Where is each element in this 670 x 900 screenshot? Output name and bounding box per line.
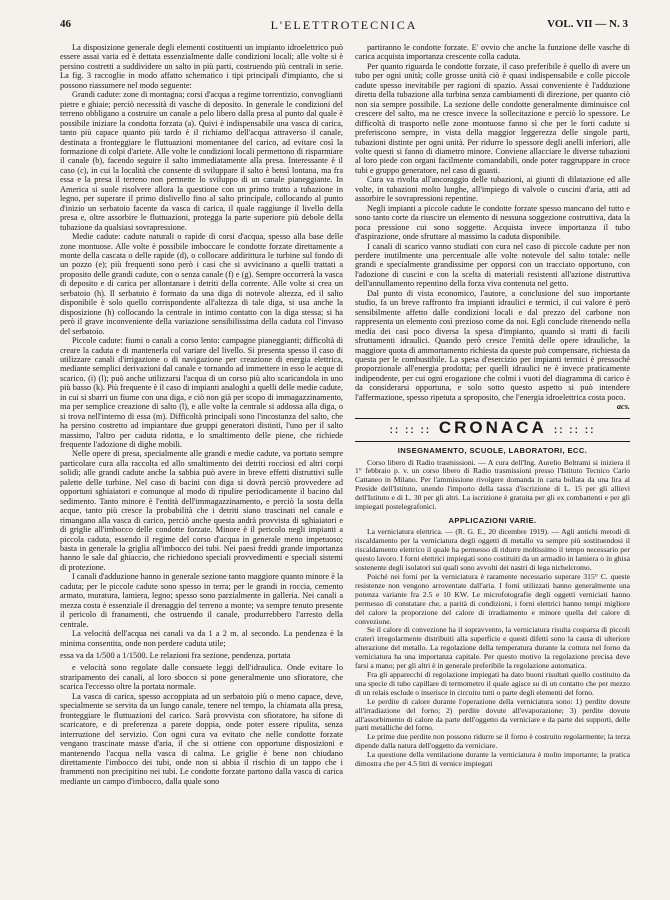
news-section [355,446,630,769]
author-signature: acs. [616,402,630,412]
volume-number: VOL. VII — N. 3 [547,18,628,30]
paragraph: I canali di scarico vanno studiati con cura nel caso di piccole cadute per non perdere inutilmente una percentuale alle volte notevole del salto totale: nelle grandi e specialmente grandissime per opporsi con un tracciato opportuno, con l'adozione di cuscini e con la scelta di materiali resistenti all'azione distruttiva dell'annullamento repentino della forza viva contenuta nel getto. [355,241,630,289]
paragraph: La disposizione generale degli elementi costituenti un impianto idroelettrico può essere assai varia ed è dettata essenzialmente dalle condizioni locali; alle volte si è persino costretti a suddividere un salto in più parti, costruendo più centrali in serie. La fig. 3 raccoglie in modo affatto schematico i tipi principali d'impianto, che si possono riassumere nel modo seguente: [60,43,343,90]
paragraph: Se il calore di convezione ha il sopravvento, la verniciatura risulta cosparsa di piccoli crateri irregolarmente distribuiti alla superficie e questi difetti sono la causa di ulteriore alterazione del metallo. La regolazione della temperatura durante la cottura nel forno da verniciatura ha una importanza capitale. Per questo motivo la regolazione precisa deve farsi a mano; per gli altri è in generale preferibile la regolazione automatica. [355,625,630,671]
decoration-left: :: :: :: [389,424,432,436]
paragraph: Per quanto riguarda le condotte forzate, il caso preferibile è quello di avere un tubo per ogni unità; colle grosse unità ciò è quasi indispensabile e colle piccole cadute spesso inevitabile per ragioni di spazio. Assai conveniente è l'adduzione diretta della tubazione alla turbina senza cambiamenti di direzione, per quanto ciò non sia sempre possibile. La sezione delle condotte generalmente diminuisce col crescere del salto, ma ne cresce invece la sollecitazione e perciò lo spessore. Le difficoltà di trasporto nelle zone montuose fanno sì che per le forti cadute si preferiscono sempre, in vista della maggior leggerezza delle singole parti, tubazioni distinte per ogni unità. Per ridurre lo spessore degli anelli inferiori, alle volte questi si fanno di diametro minore. Conviene allacciare le diverse tubazioni al loro piede con organi facilmente comandabili, onde poter raggruppare in croce tubi e gruppo generatore, nel caso di guasti. [355,61,630,175]
paragraph: Cura va rivolta all'ancoraggio delle tubazioni, ai giunti di dilatazione ed alle volte, in tubazioni molto lunghe, all'impiego di valvole o cuscini d'aria, atti ad assorbire le sovrapressioni repentine. [355,175,630,204]
paragraph: Medie cadute: cadute naturali o rapide di corsi d'acqua, spesso alla base delle zone montuose. Alle volte è possibile imboccare le condotte forzate direttamente a monte della cascata o delle rapide (d), o collocare addirittura le turbine sul fondo di un pozzo (e); più frequenti sono però i casi che si avvicinano a quelli trattati a proposito delle grandi cadute, con o senza canale (f) e (g). Sempre occorrerà la vasca di deposito e di carica per allontanare i detriti della corrente. Alle volte si crea un serbatoio (h). Il serbatoio è formato da una diga di notevole altezza, ed il salto disponibile è solo quello corrispondente all'altezza di tale diga, si usa anche la disposizione (h) collocando la centrale in intimo contatto con la diga stessa; si ha però il grave inconveniente della variazione sensibilissima della caduta col l'invaso del serbatoio. [60,232,343,336]
paragraph: Dal punto di vista economico, l'autore, a conclusione del suo importante studio, fa un breve raffronto fra impianti idraulici e termici, il cui valore è però sensibilmente affetto dalle condizioni locali e dal prezzo del carbone non rappresenta un elemento così prezioso come da noi. Egli conclude ritenendo nella media dei casi poco diversa la spesa d'impianto, quando si tratti di facili sfruttamenti idraulici. Quando però cresce l'entità delle opere idrauliche, la maggiore quota di ammortamento richiesta da queste può compensare, richiesta da questa per le combustibile. La spesa d'esercizio per impianti termici è pressoché proporzionale all'energia prodotta; per quelli idraulici ne è invece praticamente indipendente, per cui ogni erogazione che colmi i vuoti del diagramma di carico è da considerarsi opportuna, e solo sotto questo aspetto si può intendere l'affermazione, spesso ripetuta a sproposito, che l'energia idroelettrica costa poco. [355,288,630,402]
page-header [60,18,628,34]
paragraph: Negli impianti a piccole cadute le condotte forzate spesso mancano del tutto e sono tanto corte da riuscire un elemento di nessuna soggezione costruttiva, data la poca pressione cui sono soggette. Acquista invece importanza il tubo d'aspirazione, onde sfruttare al massimo la caduta disponibile. [355,203,630,242]
paragraph: Piccole cadute: fiumi o canali a corso lento: campagne pianeggianti; difficoltà di creare la caduta e di mantenerla col variare del livello. Si presenta spesso il caso di utilizzare canali d'irrigazione o di navigazione per creazione di energia elettrica, mediante semplici derivazioni dal canale e tornando ad immettere in esso le acque di scarico. (i) (l); può anche utilizzarsi l'acqua di un corso più alto scaricandola in uno più basso (k). Più frequente è il caso di impianti analoghi a quelli delle medie cadute, in cui si sbarri un fiume con una diga, e ciò non già per scopo di immagazzinamento, ma per semplice creazione di salto (l), e alle volte la centrale si addossa alla diga, o si trova nell'interno di essa (m). Difficoltà principali sono l'incostanza del salto, che ha persino costretto ad impiantare due gruppi generatori distinti, l'uno per il salto massimo, l'altro per caduta ridotta, e lo smaltimento delle piene, che richiede frequente l'adozione di dighe mobili. [60,336,343,450]
section-divider [355,441,630,442]
page-number: 46 [60,18,71,30]
slope-formula: essa va da 1/500 a 1/1500. Le relazioni fra sezione, pendenza, portata [60,651,291,660]
paragraph: partiranno le condotte forzate. E' ovvio che anche la funzione delle vasche di carica acquista importanza crescente colla caduta. [355,43,630,62]
paragraph: Grandi cadute: zone di montagna; corsi d'acqua a regime torrentizio, convoglianti pietre e ghiaie; perciò necessità di vasche di deposito. In generale le condizioni del terreno obbligano a costruire un canale a pelo libero dalla presa al punto dal quale è possibile iniziare la condotta forzata (a). Quivi è indispensabile una vasca di carica, tanto più capace quanto più tardo è il richiamo dell'acqua attraverso il canale, destinata a fronteggiare le fluttuazioni momentanee del carico, ad evitare così la formazione di colpi d'ariete. Alle volte le condizioni locali permettono di risparmiare il canale (b), facendo seguire il salto immediatamente alla presa. Interessante è il caso (c), in cui la località che consente di sviluppare il salto è bensì lontana, ma fra essa e la presa il terreno non permette lo sviluppo di un canale pianeggiante. In America si suole risolvere allora la questione con un primo tratto a tubazione in legno, per superare il primo dislivello fino al salto principale, collocando al punto d'inizio un serbatoio facente da vasca di carica, il quale raggiunge il livello della presa e, oltre assorbire le fluttuazioni, protegga la parte superiore più debole della tubazione da qualsiasi sovrapressione. [60,90,343,232]
paragraph: Corso libero di Radio trasmissioni. — A cura dell'Ing. Aurelio Beltrami si iniziera il 1° febbraio p. v. un corso libero di Radio trasmissioni presso l'Istituto Tecnico Carlo Cattaneo in Milano. Per l'ammissione rivolgere domanda in carta bollata da una lira al Preside dell'Istituto, unendo l'importo della tassa d'iscrizione di L. 15 per gli allievi dell'Istituto e di L. 30 per gli altri. La iscrizione è gratuita per gli ex combattenti e per gli impiegati postelegrafonici. [355,457,630,512]
decoration-right: :: :: :: [553,424,596,436]
paragraph: La verniciatura elettrica. — (R. G. E., 20 dicembre 1919). — Agli antichi metodi di riscaldamento per la verniciatura degli oggetti di metallo va sempre più sostituendosi il riscaldamento elettrico il quale ha permesso di ridurre moltissimo il tempo necessario per questo lavoro. I forni elettrici impiegati sono costituiti da un armadio in lamiera o in ghisa sostenente degli isolatori sui quali sono avvolti dei nastri di lega nichelcromo. [355,527,630,573]
paragraph: Poiché nei forni per la verniciatura è raramente necessario superare 315° C. queste resistenze non vengono arroventate dall'aria. I forni utilizzati hanno generalmente una potenza variante fra 2.5 e 10 KW. Le microfotografie degli oggetti verniciati hanno permesso di constatare che, a parità di condizioni, i forni elettrici hanno tempi migliore del calore la proporzione del calore di irradiamento e minore quella del calore di convezione. [355,572,630,626]
paragraph: Le perdite di calore durante l'operazione della verniciatura sono: 1) perdite dovute all'irradiazione del forno; 2) perdite dovute all'evaporazione; 3) perdite dovute all'assorbimento di calore da parte dell'oggetto da verniciare e da parte dei supporti, delle parti metalliche del forno. [355,696,630,733]
paragraph: Le prime due perdite non possono ridurre se il forno è costruito regolarmente; la terza dipende dalla natura dell'oggetto da verniciare. [355,732,630,751]
paragraph: I canali d'adduzione hanno in generale sezione tanto maggiore quanto minore è la caduta; per le piccole cadute sono spesso in terra; per le grandi in roccia, cemento armato, muratura, lamiera, legno; spesso sono parzialmente in galleria. Nei canali a mezza costa è essenziale il drenaggio del terreno a monte; va sempre tenuto presente il pericolo di franamenti, che ostruendo il canale, produrrebbero l'arresto della centrale. [60,572,343,629]
section-heading: APPLICAZIONI VARIE. [448,516,537,526]
right-column [355,43,630,769]
paragraph: La questione della ventilazione durante la verniciatura è molto importante; la pratica dimostra che per 4.5 litri di vernice impiegati [355,750,630,769]
journal-title: L'ELETTROTECNICA [270,18,418,32]
paragraph: e velocità sono regolate dalle consuete leggi dell'idraulica. Onde evitare lo straripamento dei canali, al loro sbocco si pone generalmente uno sfioratore, che scarica l'eccesso oltre la portata normale. [60,663,343,692]
paragraph: La vasca di carica, spesso accoppiata ad un serbatoio più o meno capace, deve, specialmente se servita da un lungo canale, tenere nel tempo, la chiamata alla presa, fronteggiare le fluttuazioni del carico. Sarà provvista con sfioratore, ha sifone di scaricatore, e di preferenza a parete doppia, onde poter essere ripulita, senza interruzione del servizio. Con ogni cura va evitato che nelle condotte forzate vengano trascinate masse d'aria, il che si ottiene con opportune disposizioni e mantenendo l'acqua nella vasca di calma. Le griglie è bene non chiudano direttamente l'imbocco dei tubi, onde non si abbia il rischio di un tappo che i frammenti non precipitino nei tubi. Le condotte forzate partono dalla vasca di carica mediante un campo d'imbocco, dalla quale sono [60,691,343,786]
cronaca-heading [355,417,630,437]
paragraph: La velocità dell'acqua nei canali va da 1 a 2 m. al secondo. La pendenza è la minima consentita, onde non perdere caduta utile; [60,629,343,648]
paragraph: Nelle opere di presa, specialmente alle grandi e medie cadute, va portato sempre particolare cura alla raccolta ed allo smaltimento dei detriti rocciosi ed altri corpi solidi; alle grandi cadute anche la sabbia può avere in breve effetti distruttivi sulle palette delle turbine. Nel caso di bacini con diga si dovrà perciò provvedere ad opportuni sghiaiatori e comunque al modo di ripulire periodicamente il bacino dal sedimento. Tanto minore è l'entità dell'immagazzinamento, e perciò la sosta della acque, tanto più cresce la probabilità che i detriti siano trascinati nel canale e rimangano alla vasca di carico, perciò anche questa andrà provvista di sghiaiatori e di griglie all'imbocco delle condotte forzate. Minore è il pericolo negli impianti a piccola caduta, essendo il regime del corso d'acqua in generale meno impetuoso; basta in generale la griglia all'imbocco dei tubi. Nei paesi freddi grande importanza hanno le sale dal ghiaccio, che richiedono speciali provvedimenti e speciali sistemi di protezione. [60,449,343,572]
section-heading: INSEGNAMENTO, SCUOLE, LABORATORI, ECC. [397,446,588,456]
paragraph: Fra gli apparecchi di regolazione impiegati ha dato buoni risultati quello costituito da una specie di tubo capillare di termometro il quale agisce su di un contatto che per mezzo di un relais esclude o inserisce in circuito tutti o parte degli elementi del forno. [355,669,630,697]
cronaca-title: CRONACA [438,417,547,437]
left-column [60,43,343,786]
